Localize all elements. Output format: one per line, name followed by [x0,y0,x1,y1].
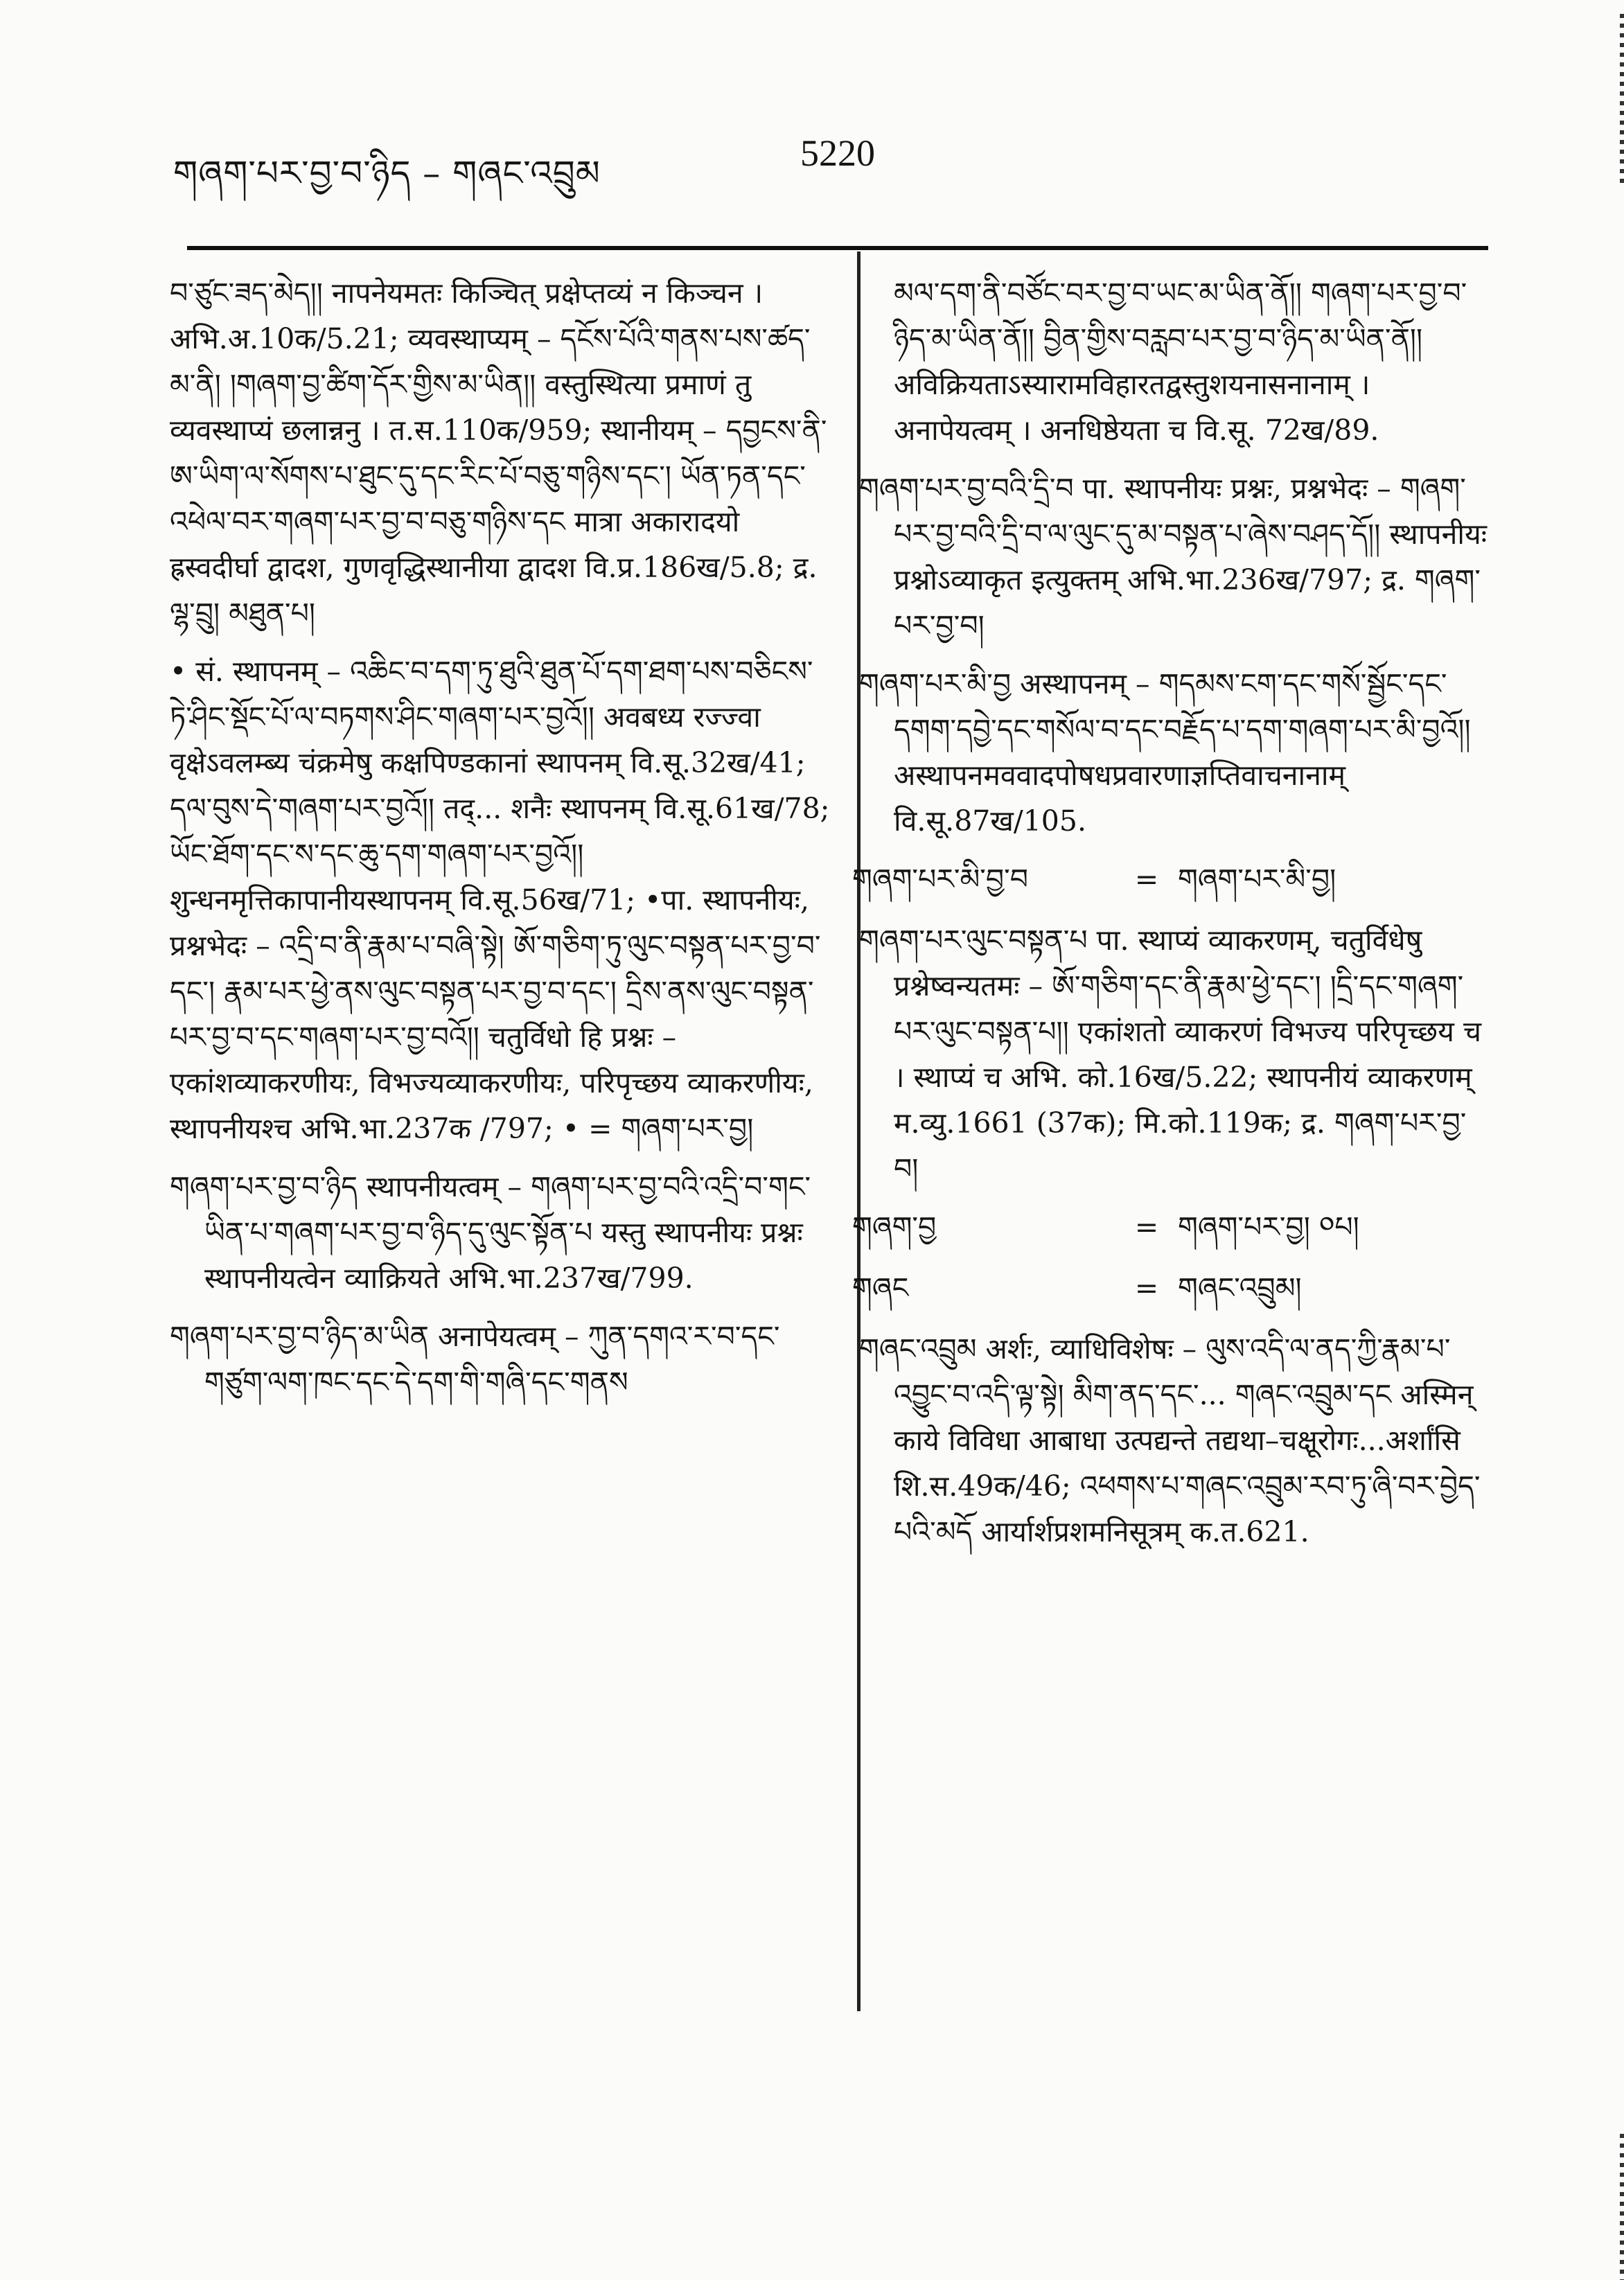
entry-headword: གཞག་པར་མི་བྱ་བ [852,863,1029,896]
cross-reference-entry [852,1265,1490,1311]
dictionary-entry: གཞག་པར་མི་བྱ अस्थापनम् – གདམས་ངག་དང་གསོ་སྦྱོང་དང་དགག་དབྱེ་དང་གསོལ་བ་དང་བརྗོད་པ་དག་གཞག་པར་མི་བྱའོ།། अस्थापनमववादपोषधप्रवारणाज्ञप्तिवाचनानाम् वि.सू.87ख/105. [859,667,1471,838]
dictionary-entry: གཞང་འབྲུམ अर्शः, व्याधिविशेषः – ལུས་འདི་ལ་ནད་ཀྱི་རྣམ་པ་འབྱུང་བ་འདི་ལྟ་སྟེ། མིག་ནད་དང་... གཞང་འབྲུམ་དང अस्मिन् काये विविधा आबाधा उत्पद्यन्ते तद्यथा–चक्षूरोगः...अर्शांसि शि.स.49क/46; འཕགས་པ་གཞང་འབྲུམ་རབ་ཏུ་ཞི་བར་བྱེད་པའི་མདོ आर्यार्शप्रशमनिसूत्रम् क.त.621. [859,1332,1481,1548]
dictionary-entry: གཞག་པར་བྱ་བ་ཉིད་མ་ཡིན अनापेयत्वम् – ཀུན་དགའ་ར་བ་དང་གཙུག་ལག་ཁང་དང་དེ་དག་གི་གཞི་དང་གནས [170,1320,780,1399]
dictionary-entry: གཞག་པར་ལུང་བསྟན་པ पा. स्थाप्यं व्याकरणम्, चतुर्विधेषु प्रश्नेष्वन्यतमः – ཨོ་གཅིག་དང་ནི་རྣམ་ཕྱེ་དང་། །དྲི་དང་གཞག་པར་ལུང་བསྟན་པ།། एकांशतो व्याकरणं विभज्य परिपृच्छय च । स्थाप्यं च अभि. को.16ख/5.22; स्थापनीयं व्याकरणम् म.व्यु.1661 (37क); मि.को.119क; द्र. གཞག་པར་བྱ་བ། [859,924,1481,1185]
cross-reference-entry [852,856,1490,902]
dictionary-entry: བ་ཙུང་ཟད་མེད།། नापनेयमतः किञ्चित् प्रक्षेप्तव्यं न किञ्चन । अभि.अ.10क/5.21; व्यवस्थाप्यम् – དངོས་པོའི་གནས་པས་ཚད་མ་ནི། །གཞག་བྱ་ཚིག་དོར་གྱིས་མ་ཡིན།། वस्तुस्थित्या प्रमाणं तु व्यवस्थाप्यं छलान्ननु । त.स.110क/959; स्थानीयम् – དབྱངས་ནི་ཨ་ཡིག་ལ་སོགས་པ་ཐུང་དུ་དང་རིང་པོ་བཅུ་གཉིས་དང་། ཡོན་ཏན་དང་འཕེལ་བར་གཞག་པར་བྱ་བ་བཅུ་གཉིས་དང मात्रा अकारादयो ह्रस्वदीर्घा द्वादश, गुणवृद्धिस्थानीया द्वादश वि.प्र.186ख/5.8; द्र. ལྷ་བྲུ། མཐུན་པ། [170,276,827,630]
entry-headword: གཞག་བྱ [852,1210,937,1244]
equals-sign: = [1134,1210,1159,1244]
dictionary-entry: • सं. स्थापनम् – འཆིང་བ་དག་ཏུ་ཐུའི་ཐུན་པོ་དག་ཐག་པས་བཅིངས་ཏེ་ཤིང་སྡོང་པོ་ལ་བཏགས་ཤིང་གཞག་པར་བྱའོ།། अवबध्य रज्ज्वा वृक्षेऽवलम्ब्य चंक्रमेषु कक्षपिण्डकानां स्थापनम् वि.सू.32ख/41; དལ་བུས་དེ་གཞག་པར་བྱའོ།། तद्... शनैः स्थापनम् वि.सू.61ख/78; ཡོང་ཐོག་དང་ས་དང་ཆུ་དག་གཞག་པར་བྱའོ།། शुन्धनमृत्तिकापानीयस्थापनम् वि.सू.56ख/71; •पा. स्थापनीयः, प्रश्नभेदः – འདྲི་བ་ནི་རྣམ་པ་བཞི་སྟེ། ཨོ་གཅིག་ཏུ་ལུང་བསྟན་པར་བྱ་བ་དང་། རྣམ་པར་ཕྱེ་ནས་ལུང་བསྟན་པར་བྱ་བ་དང་། དྲིས་ནས་ལུང་བསྟན་པར་བྱ་བ་དང་གཞག་པར་བྱ་བའོ།། चतुर्विधो हि प्रश्नः –एकांशव्याकरणीयः, विभज्यव्याकरणीयः, परिपृच्छय व्याकरणीयः, स्थापनीयश्च अभि.भा.237क /797; • = གཞག་པར་བྱ། [170,655,830,1145]
entry-target: གཞག་པར་བྱ། ༠པ། [1178,1210,1359,1244]
scan-edge-mark [1620,14,1624,187]
right-column [852,270,1490,1567]
equals-sign: = [1134,863,1159,896]
dictionary-entry: མལ་དག་ནི་བཙོང་བར་བྱ་བ་ཡང་མ་ཡིན་ནོ།། གཞག་པར་བྱ་བ་ཉིད་མ་ཡིན་ནོ།། བྱིན་གྱིས་བརླབ་པར་བྱ་བ་ཉིད་མ་ཡིན་ནོ།། अविक्रियताऽस्यारामविहारतद्वस्तुशयनासनानाम् । अनापेयत्वम् । अनधिष्ठेयता च वि.सू. 72ख/89. [894,276,1467,447]
running-head: གཞག་པར་བྱ་བ་ཉིད – གཞང་འབྲུམ [173,153,601,193]
entry-target: གཞང་འབྲུམ། [1178,1271,1302,1305]
dictionary-entry: གཞག་པར་བྱ་བ་ཉིད स्थापनीयत्वम् – གཞག་པར་བྱ་བའི་འདྲི་བ་གང་ཡིན་པ་གཞག་པར་བྱ་བ་ཉིད་དུ་ལུང་སྟོན་པ यस्तु स्थापनीयः प्रश्नः स्थापनीयत्वेन व्याक्रियते अभि.भा.237ख/799. [170,1170,811,1295]
left-column [170,270,831,1417]
header-rule [187,246,1488,250]
entry-target: གཞག་པར་མི་བྱ། [1178,863,1336,896]
page-number: 5220 [800,132,875,174]
dictionary-entry: གཞག་པར་བྱ་བའི་དྲི་བ पा. स्थापनीयः प्रश्नः, प्रश्नभेदः – གཞག་པར་བྱ་བའི་དྲི་བ་ལ་ལུང་དུ་མ་བསྟན་པ་ཞེས་བཤད་དོ།། स्थापनीयः प्रश्नोऽव्याकृत इत्युक्तम् अभि.भा.236ख/797; द्र. གཞག་པར་བྱ་བ། [859,472,1488,642]
scan-edge-mark [1620,2134,1624,2280]
cross-reference-entry [852,1204,1490,1250]
equals-sign: = [1134,1271,1159,1305]
entry-headword: གཞང [852,1271,909,1305]
